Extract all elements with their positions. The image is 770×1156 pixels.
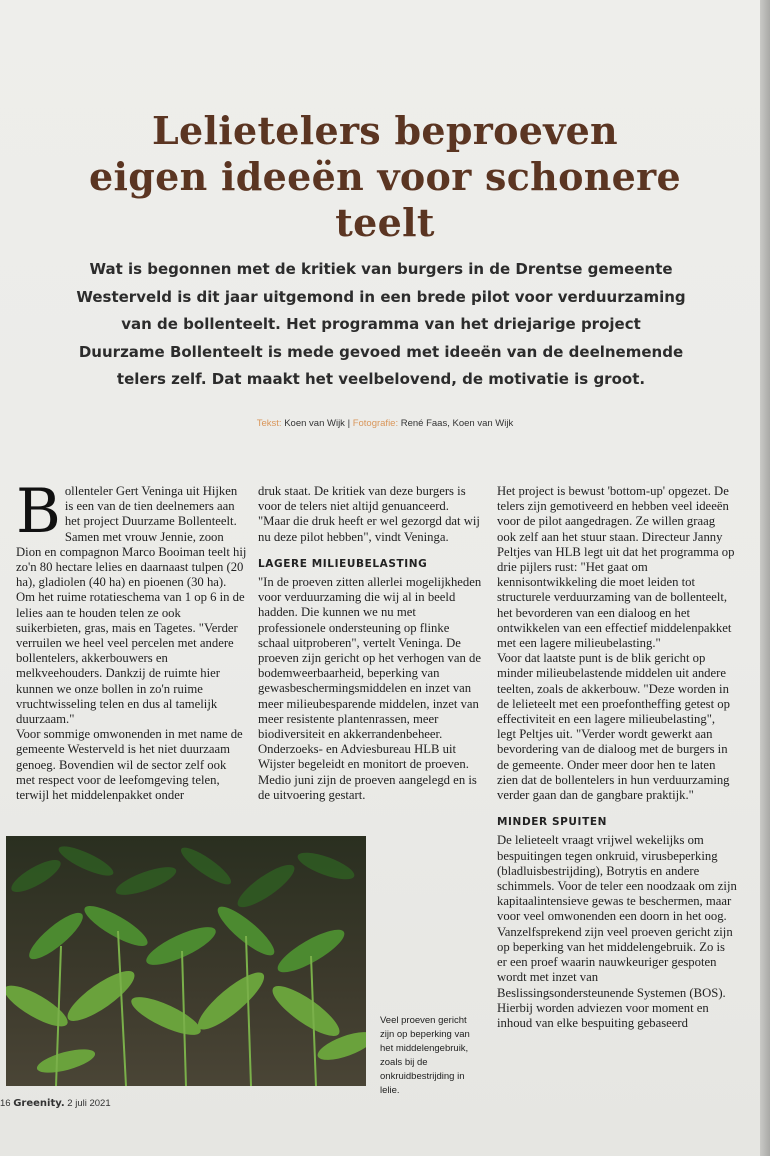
title-line-2: eigen ideeën voor schonere teelt <box>89 154 681 245</box>
page-footer <box>0 1098 111 1109</box>
photo-caption: Veel proeven gericht zijn op beperking van het middelengebruik, zoals bij de onkruidbestrijding in lelie. <box>380 1015 470 1096</box>
page-number: 16 <box>0 1098 11 1109</box>
title-line-1: Lelietelers beproeven <box>152 108 618 153</box>
column-2 <box>258 484 484 803</box>
issue-date: 2 juli 2021 <box>67 1098 111 1109</box>
lily-plants-illustration <box>6 836 366 1086</box>
article-title <box>40 108 730 246</box>
subheading-minder-spuiten: MINDER SPUITEN <box>497 816 607 829</box>
page-edge <box>760 0 770 1156</box>
column-3 <box>497 484 737 1031</box>
paragraph <box>16 476 248 727</box>
column-1 <box>16 476 248 803</box>
text-author: Koen van Wijk <box>284 418 345 429</box>
paragraph-text: ollenteler Gert Veninga uit Hijken is een van de tien deelnemers aan het project Duurzame Bollenteelt. Samen met vrouw Jennie, zoon Dion en compagnon Marco Booiman teelt hij zo'n 80 hectare lelies en daarnaast tulpen (20 ha), gladiolen (40 ha) en pioenen (30 ha). Om het ruime rotatieschema van 1 op 6 in de lelies aan te houden telen ze ook suikerbieten, gras, mais en Tagetes. "Verder verruilen we heel veel percelen met andere bollentelers, akkerbouwers en melkveehouders. Dankzij de ruimte hier kunnen we onze bollen in zo'n ruime vruchtwisseling telen en dus al tamelijk duurzaam." <box>16 484 247 727</box>
subheading-lagere-milieubelasting: LAGERE MILIEUBELASTING <box>258 557 428 570</box>
article-intro: Wat is begonnen met de kritiek van burgers in de Drentse gemeente Westerveld is dit jaar uitgemond in een brede pilot voor verduurzaming van de bollenteelt. Het programma van het driejarige project Duurzame Bollenteelt is mede gevoed met ideeën van de deelnemende telers zelf. Dat maakt het veelbelovend, de motivatie is groot. <box>76 260 686 388</box>
paragraph: "In de proeven zitten allerlei mogelijkheden voor verduurzaming die wij al in beeld hadden. Die kunnen we nu met professionele ondersteuning op flinke schaal uitproberen", vertelt Veninga. De proeven zijn gericht op het verhogen van de bodemweerbaarheid, beperking van gewasbeschermingsmiddelen en inzet van meer milieubesparende middelen, inzet van meer resistente plantenrassen, meer biodiversiteit en akkerrandenbeheer. Onderzoeks- en Adviesbureau HLB uit Wijster begeleidt en monitort de proeven. Medio juni zijn de proeven aangelegd en is de uitvoering gestart. <box>258 575 482 802</box>
magazine-brand: Greenity. <box>13 1098 65 1109</box>
photo-label: Fotografie: <box>352 418 399 429</box>
text-label: Tekst: <box>256 418 282 429</box>
drop-cap: B <box>16 476 61 547</box>
article-credits <box>170 418 600 429</box>
paragraph: Voor sommige omwonenden in met name de gemeente Westerveld is het niet duurzaam genoeg. Bovendien wil de sector zelf ook met respect voor de leefomgeving telen, terwijl het middelenpakket onder <box>16 727 243 803</box>
lily-field-photo <box>6 836 366 1086</box>
paragraph: Het project is bewust 'bottom-up' opgezet. De telers zijn gemotiveerd en hebben veel ideeën voor de pilot aangedragen. Ze willen graag ook zelf aan het stuur staan. Directeur Janny Peltjes van HLB legt uit dat het programma op drie pijlers rust: "Het gaat om kennisontwikkeling die moet leiden tot structurele verduurzaming van de bollenteelt, het bevorderen van een dialoog en het ontwikkelen van een effectief middelenpakket met een lagere milieubelasting." <box>497 484 735 651</box>
paragraph: Vanzelfsprekend zijn veel proeven gericht zijn op beperking van het middelengebruik. Zo is er een proef waarin nauwkeuriger gespoten wordt met inzet van Beslissingsondersteunende Systemen (BOS). Hierbij worden adviezen voor moment en inhoud van elke bespuiting gebaseerd <box>497 924 733 1030</box>
paragraph: Voor dat laatste punt is de blik gericht op minder milieubelastende middelen uit andere teelten, zoals de akkerbouw. "Deze worden in de lelieteelt met een proefontheffing getest op effectiviteit en een lagere milieubelasting", legt Peltjes uit. "Verder wordt gewerkt aan bevordering van de dialoog met de burgers in de gemeente. Onder meer door hen te laten zien dat de bollentelers in hun verduurzaming verder gaan dan de gangbare praktijk." <box>497 651 730 803</box>
paragraph: druk staat. De kritiek van deze burgers is voor de telers niet altijd genuanceerd. "Maar die druk heeft er wel gezorgd dat wij nu deze pilot hebben", vindt Veninga. <box>258 484 480 544</box>
paragraph: De lelieteelt vraagt vrijwel wekelijks om bespuitingen tegen onkruid, virusbeperking (bladluisbestrijding), Botrytis en andere schimmels. Voor de teler een noodzaak om zijn kapitaalintensieve gewas te beschermen, maar voor veel omwonenden een doorn in het oog. <box>497 833 737 924</box>
credit-separator: | <box>347 418 351 429</box>
photo-author: René Faas, Koen van Wijk <box>400 418 514 429</box>
